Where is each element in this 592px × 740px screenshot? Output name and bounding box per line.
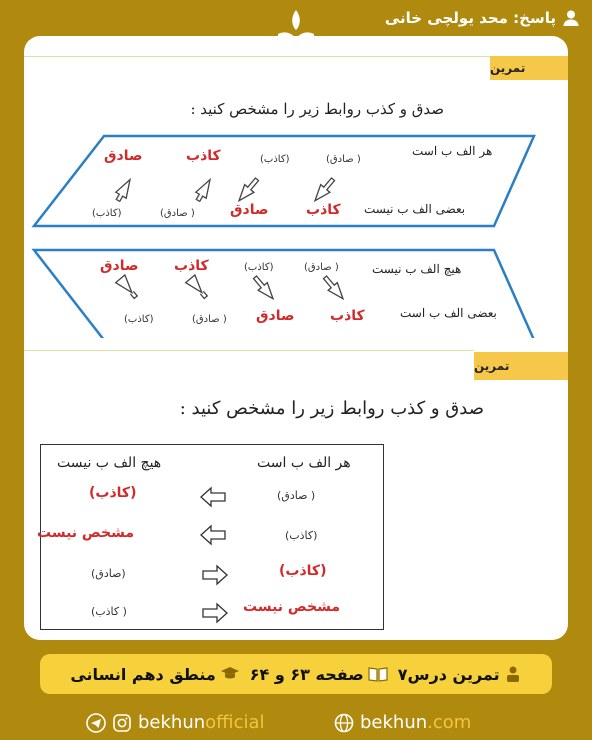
teacher-icon: [504, 665, 522, 683]
table-right-header: هر الف ب است: [257, 455, 351, 471]
table-row-4-right: مشخص نیست: [243, 599, 341, 615]
divider: [24, 350, 474, 351]
graduation-cap-icon: [220, 666, 240, 682]
exercise-tag-2: [474, 352, 568, 380]
box1-bottom-value-4: کاذب: [306, 202, 341, 218]
box2-top-value-3: (کاذب): [244, 262, 274, 273]
table-row-1-left: (کاذب): [89, 485, 137, 501]
banner-pages-text: صفحه ۶۳ و ۶۴: [249, 664, 364, 684]
arrow-up-icon: [193, 177, 215, 204]
arrow-left-icon: [201, 526, 225, 544]
banner-book: [70, 665, 239, 684]
arrow-right-icon: [203, 566, 227, 584]
website-link[interactable]: [334, 712, 471, 733]
box1-statement-bottom: بعضی الف ب نیست: [364, 202, 466, 216]
exercise-tag-label: تمرین: [490, 61, 526, 75]
globe-icon: [334, 713, 354, 733]
telegram-icon[interactable]: [86, 713, 106, 733]
book-icon: [368, 666, 388, 682]
table-row-4-left: (کاذب ): [91, 605, 127, 618]
divider: [24, 56, 490, 57]
table-left-header: هیچ الف ب نیست: [57, 455, 162, 471]
box1-bottom-value-1: (کاذب): [92, 208, 122, 219]
banner-pages: [250, 665, 388, 684]
box2-bottom-value-4: کاذب: [330, 308, 365, 324]
box2-top-value-2: کاذب: [174, 258, 209, 274]
user-icon: [562, 9, 580, 27]
instruction-1: صدق و کذب روابط زیر را مشخص کنید :: [190, 100, 444, 118]
instagram-icon[interactable]: [112, 713, 132, 733]
website-prefix: bekhun: [360, 712, 428, 733]
table-row-2-right: (کاذب): [285, 529, 318, 542]
arrow-down-icon: [310, 175, 337, 204]
content-card: [24, 36, 568, 640]
arrow-right-icon: [203, 604, 227, 622]
footer: [0, 704, 592, 740]
social-handle[interactable]: [86, 712, 265, 733]
arrow-left-icon: [201, 488, 225, 506]
table-row-3-right: (کاذب): [279, 563, 327, 579]
exercise-tag-1: [490, 56, 568, 80]
banner-lesson-text: تمرین درس۷: [397, 664, 500, 684]
instruction-2: صدق و کذب روابط زیر را مشخص کنید :: [179, 398, 484, 419]
arrow-down-icon: [320, 273, 347, 302]
box1-top-value-4: (صادق ): [326, 154, 361, 165]
box2-bottom-value-1: (کاذب): [124, 314, 154, 325]
box1-bottom-value-3: صادق: [230, 202, 269, 218]
banner-book-text: منطق دهم انسانی: [70, 664, 216, 684]
box1-statement-top: هر الف ب است: [412, 144, 493, 158]
box2-top-value-4: (صادق ): [304, 262, 339, 273]
arrow-down-icon: [234, 175, 261, 204]
box1-top-value-2: کاذب: [186, 148, 221, 164]
comparison-table: [37, 444, 384, 630]
table-arrows: [199, 485, 229, 625]
social-handle-suffix: official: [205, 712, 265, 733]
arrow-up-icon: [113, 177, 135, 204]
table-row-2-left: مشخص نیست: [37, 525, 135, 541]
table-row-3-left: (صادق): [91, 567, 126, 580]
lesson-banner: [40, 654, 552, 694]
arrow-up-icon: [116, 275, 141, 301]
answer-author: پاسخ: محد یولچی خانی: [384, 9, 556, 27]
social-handle-prefix: bekhun: [138, 712, 206, 733]
box2-top-value-1: صادق: [100, 258, 139, 274]
website-suffix: .com: [427, 712, 472, 733]
table-row-1-right: (صادق ): [277, 489, 316, 502]
box2-statement-top: هیچ الف ب نیست: [372, 262, 462, 276]
arrow-up-icon: [186, 275, 211, 301]
box1-top-value-1: صادق: [104, 148, 143, 164]
exercise-tag-label: تمرین: [474, 359, 510, 373]
box1-top-value-3: (کاذب): [260, 154, 290, 165]
box2-bottom-value-2: (صادق ): [192, 314, 227, 325]
box2-bottom-value-3: صادق: [256, 308, 295, 324]
banner-lesson: [398, 665, 522, 684]
box1-bottom-value-2: (صادق ): [160, 208, 195, 219]
arrow-down-icon: [250, 273, 277, 302]
box2-statement-bottom: بعضی الف ب است: [400, 306, 497, 320]
